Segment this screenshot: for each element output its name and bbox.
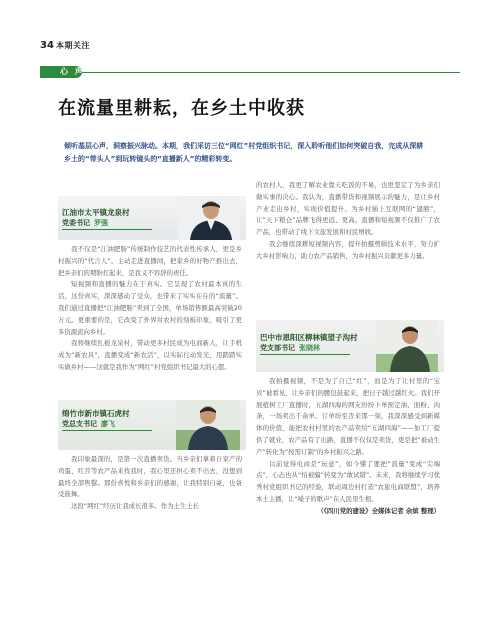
author-signature: （《四川党的建设》全媒体记者 余嫔 整理） — [317, 506, 440, 515]
column-left-bottom — [58, 454, 242, 513]
person-role — [260, 343, 358, 353]
paragraph: 我会继续深耕短视频内容，提升拍摄剪辑技术水平，努力扩大乡村影响力，助力农产品销售，为乡村振兴贡献更多力量。 — [256, 239, 440, 260]
role-underline — [260, 354, 350, 355]
paragraph: 我印象最深的，是第一次直播卖货。当乡亲们拿着自家产的鸡蛋、红苕等农产品来找我时，我心里还担心卖不出去，没想到最终全部售罄。那份喜悦和乡亲们的感谢，让我特别自豪，也备受鼓舞。 — [58, 455, 242, 499]
person-name: 罗强 — [94, 219, 108, 227]
role-title: 党委书记 — [62, 219, 90, 227]
banner-rule — [82, 72, 460, 73]
column-right-top — [256, 180, 440, 263]
role-title: 党支部书记 — [260, 344, 295, 352]
paragraph: 我将继续扎根龙泉村，带动更多村民成为电商新人，让手机成为“新农具”，直播变成“新农活”，以实际行动发光，用踏踏实实做乡村——这就是我作为“网红”村党组织书记最大的心愿。 — [58, 339, 242, 371]
paragraph: 短视频和直播的魅力在于真实。它呈现了农村最本真的生活，这份真实，深深感动了受众，也带来了实实在在的“流量”。我们通过直播把“江油肥肠”卖到了全国，单场销售额最高突破20万元。更重要的是，它改变了外界对农村的刻板印象，吸引了更多资源流向乡村。 — [58, 280, 242, 336]
paragraph: 我不仅是“江油肥肠”传统制作技艺的代表性传承人，更是乡村振兴的“代言人”。主动走进直播间，把家乡的好物产推出去，把乡亲们的期盼扛起来，是我义不容辞的责任。 — [58, 245, 242, 277]
article-lead: 倾听基层心声，洞察振兴脉动。本期，我们采访三位“网红”村党组织书记，深入聆听他们如何突破自我，完成从深耕乡土的“带头人”到玩转镜头的“直播新人”的精彩转变。 — [64, 142, 424, 163]
portrait-photo-liao — [58, 400, 246, 450]
page-number: 34 — [40, 40, 54, 51]
paragraph: 以前觉得电商是“玩意”，如今懂了要把“流量”变成“尖端点”，心态也从“怕被骗”转变为“敢试错”。未来，我将继续学习优秀村党组织书记的经验，联动周边村打造“农旅电商联盟”，培养本土主播，让“嗓子的歌声”在人民里生根。 — [256, 459, 440, 503]
column-right-bottom — [256, 376, 440, 517]
paragraph: 我拍摄视频，不是为了自己“红”，而是为了让村里的“宝贝”被看见，让乡亲们的腰包鼓起来，把日子越过越红火。我们开展植树工厂直播时，五湖四海的网友纷纷下单预定油、面粉、肉条，一场卖出千余单。订单纷至沓来那一刻，我深深感受到新媒体的价值，能把农村村里的农产品卖给“五湖四海”——加工厂提供了就业，农产品有了出路，直播不仅仅是卖货，更是把“被动生产”转化为“按需订制”的乡村振兴之路。 — [256, 377, 440, 456]
banner-label: 心 声 — [60, 67, 85, 76]
column-left-top — [58, 244, 242, 374]
portrait-photo-luo — [58, 196, 246, 240]
person-illustration — [176, 400, 240, 450]
person-location: 巴中市恩阳区柳林镇望子沟村 — [260, 333, 358, 342]
paragraph: 的农村人，我更了解农业靠天吃饭的不易，也更坚定了为乡亲们做实事的决心。我认为，直播带货和视频展示的魅力，是让乡村产业走出乡村，实现价值提升。为乡村插上互联网的“翅膀”，让“天下粮仓”品牌飞得更远、更高。直播和短视频不仅推广了农产品，也带动了线下文旅发展和村民增收。 — [256, 181, 440, 237]
person-name: 廖飞 — [101, 420, 115, 428]
column-banner — [40, 64, 460, 78]
paragraph: 这段“网红”经历让我成长很多。作为土生土长 — [71, 502, 200, 511]
role-underline — [62, 430, 152, 431]
person-illustration — [376, 320, 438, 372]
person-role — [62, 419, 152, 429]
article-title: 在流量里耕耘，在乡土中收获 — [58, 98, 305, 119]
person-illustration — [178, 196, 240, 240]
role-title: 党总支书记 — [62, 420, 97, 428]
role-underline — [62, 229, 152, 230]
page-header — [40, 40, 460, 54]
person-location: 绵竹市新市镇石虎村 — [62, 409, 130, 418]
person-role — [62, 218, 152, 228]
section-title: 本期关注 — [56, 41, 90, 50]
person-location: 江油市太平镇龙泉村 — [62, 208, 130, 217]
person-name: 张晓林 — [299, 344, 320, 352]
portrait-photo-zhang — [256, 320, 444, 372]
